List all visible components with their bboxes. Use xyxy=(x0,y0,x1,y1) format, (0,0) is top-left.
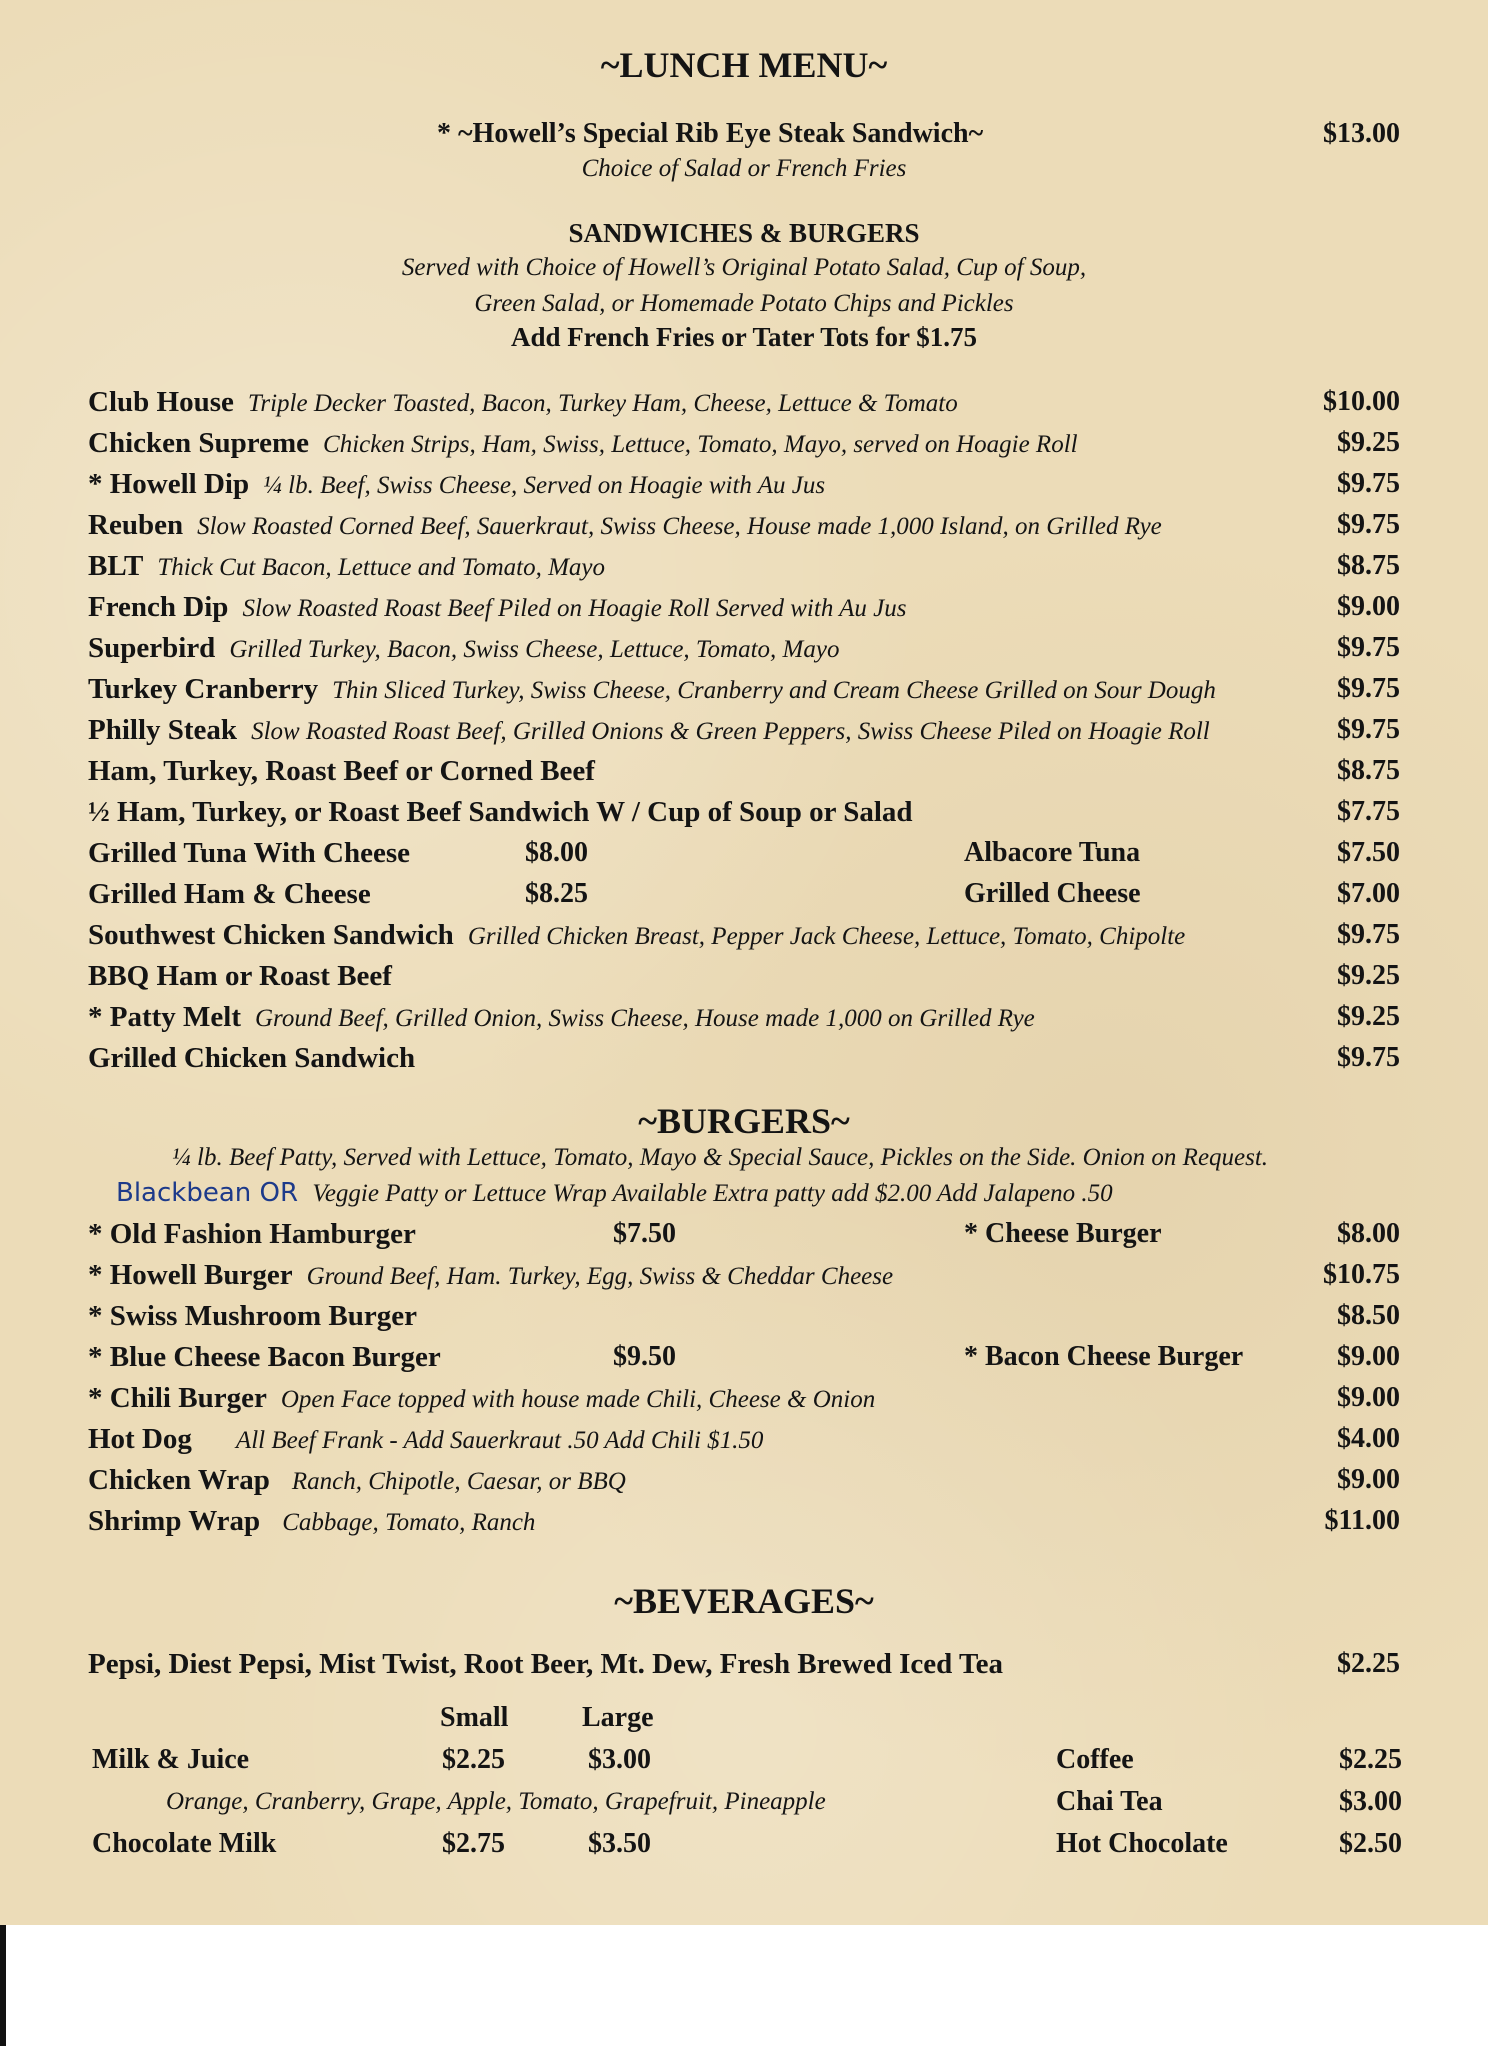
item-desc: Thick Cut Bacon, Lettuce and Tomato, Mayo xyxy=(157,554,606,581)
burgers-note-2: Veggie Patty or Lettuce Wrap Available Extra patty add $2.00 Add Jalapeno .50 xyxy=(312,1180,1113,1207)
item-name: * Swiss Mushroom Burger xyxy=(88,1300,417,1332)
burger-item xyxy=(88,1300,1400,1338)
menu-item xyxy=(88,714,1400,752)
item-price: $9.00 xyxy=(1337,591,1400,622)
item-desc: Slow Roasted Roast Beef Piled on Hoagie Roll Served with Au Jus xyxy=(242,595,907,622)
item-desc: Ground Beef, Ham. Turkey, Egg, Swiss & Cheddar Cheese xyxy=(306,1263,894,1290)
item-desc: Grilled Turkey, Bacon, Swiss Cheese, Lettuce, Tomato, Mayo xyxy=(229,636,840,663)
item-name: Grilled Chicken Sandwich xyxy=(88,1042,416,1074)
item-price: $9.25 xyxy=(1337,427,1400,458)
menu-item xyxy=(88,427,1400,465)
hot-chocolate-price: $2.50 xyxy=(1339,1828,1402,1859)
scan-edge xyxy=(0,1925,6,2046)
item-price: $8.75 xyxy=(1337,755,1400,786)
milk-juice-small: $2.25 xyxy=(442,1744,505,1775)
item-price: $9.00 xyxy=(1337,1382,1400,1413)
menu-item xyxy=(88,1042,1400,1080)
item-name: Turkey Cranberry xyxy=(88,673,319,705)
item-price: $9.75 xyxy=(1337,632,1400,663)
menu-item xyxy=(88,960,1400,998)
milk-juice-large: $3.00 xyxy=(588,1744,651,1775)
item-name: BLT xyxy=(88,550,144,582)
item-name: Club House xyxy=(88,386,234,418)
menu-item xyxy=(88,591,1400,629)
handwritten-note: Blackbean OR xyxy=(116,1178,299,1208)
item-name: Grilled Ham & Cheese xyxy=(88,878,371,910)
sodas-price: $2.25 xyxy=(1337,1648,1400,1679)
chai-price: $3.00 xyxy=(1339,1786,1402,1817)
item-name: Grilled Tuna With Cheese xyxy=(88,837,411,869)
coffee-name: Coffee xyxy=(1056,1744,1134,1775)
item-price: $10.75 xyxy=(1323,1259,1400,1290)
item-name-2: * Bacon Cheese Burger xyxy=(964,1341,1244,1372)
sodas-row xyxy=(88,1648,1400,1686)
item-price: $11.00 xyxy=(1324,1505,1400,1536)
item-desc: Grilled Chicken Breast, Pepper Jack Cheese, Lettuce, Tomato, Chipolte xyxy=(467,923,1186,950)
item-name: * Blue Cheese Bacon Burger xyxy=(88,1341,441,1373)
item-price: $9.75 xyxy=(1337,714,1400,745)
item-name: Hot Dog xyxy=(88,1423,192,1455)
item-name: Ham, Turkey, Roast Beef or Corned Beef xyxy=(88,755,595,787)
item-price: $8.75 xyxy=(1337,550,1400,581)
juice-note: Orange, Cranberry, Grape, Apple, Tomato, Grapefruit, Pineapple xyxy=(166,1788,826,1815)
milk-juice-name: Milk & Juice xyxy=(92,1744,250,1775)
large-label: Large xyxy=(582,1702,654,1733)
burger-item xyxy=(88,1218,1400,1256)
item-name-2: Albacore Tuna xyxy=(964,837,1141,868)
menu-item xyxy=(88,919,1400,957)
menu-item xyxy=(88,673,1400,711)
special-price: $13.00 xyxy=(1323,118,1400,149)
sandwiches-note-2: Green Salad, or Homemade Potato Chips and Pickles xyxy=(474,290,1014,317)
item-price: $9.25 xyxy=(1337,1001,1400,1032)
menu-item xyxy=(88,550,1400,588)
menu-item xyxy=(88,755,1400,793)
item-name: Philly Steak xyxy=(88,714,238,746)
menu-item xyxy=(88,468,1400,506)
item-price: $9.00 xyxy=(1337,1464,1400,1495)
item-desc: Open Face topped with house made Chili, Cheese & Onion xyxy=(280,1386,876,1413)
small-label: Small xyxy=(440,1702,509,1733)
menu-item xyxy=(88,1001,1400,1039)
hot-chocolate-name: Hot Chocolate xyxy=(1056,1828,1228,1859)
item-desc: Thin Sliced Turkey, Swiss Cheese, Cranberry and Cream Cheese Grilled on Sour Dough xyxy=(332,677,1216,704)
item-name: Superbird xyxy=(88,632,216,664)
menu-item-pair xyxy=(88,837,1400,875)
item-name: Southwest Chicken Sandwich xyxy=(88,919,454,951)
item-desc: Ranch, Chipotle, Caesar, or BBQ xyxy=(291,1468,626,1495)
item-name: * Chili Burger xyxy=(88,1382,267,1414)
coffee-price: $2.25 xyxy=(1339,1744,1402,1775)
menu-title: ~LUNCH MENU~ xyxy=(600,45,888,85)
item-name: * Patty Melt xyxy=(88,1001,241,1033)
item-price-2: $9.00 xyxy=(1337,1341,1400,1372)
chocolate-milk-small: $2.75 xyxy=(442,1828,505,1859)
item-name: * Howell Dip xyxy=(88,468,250,500)
item-desc: Cabbage, Tomato, Ranch xyxy=(282,1509,536,1536)
item-name-2: * Cheese Burger xyxy=(964,1218,1162,1249)
menu-item-pair xyxy=(88,878,1400,916)
item-price: $9.75 xyxy=(1337,509,1400,540)
burger-item xyxy=(88,1259,1400,1297)
menu-item xyxy=(88,386,1400,424)
chocolate-milk-name: Chocolate Milk xyxy=(92,1828,277,1859)
chocolate-milk-large: $3.50 xyxy=(588,1828,651,1859)
special-name: * ~Howell’s Special Rib Eye Steak Sandwich~ xyxy=(437,118,984,149)
item-price: $8.00 xyxy=(525,837,588,868)
burger-item xyxy=(88,1505,1400,1543)
sodas-list: Pepsi, Diest Pepsi, Mist Twist, Root Beer, Mt. Dew, Fresh Brewed Iced Tea xyxy=(88,1648,1004,1680)
menu-item xyxy=(88,632,1400,670)
item-price: $9.50 xyxy=(613,1341,676,1372)
chai-name: Chai Tea xyxy=(1056,1786,1163,1817)
item-desc: ¼ lb. Beef, Swiss Cheese, Served on Hoagie with Au Jus xyxy=(263,472,826,499)
item-name: * Howell Burger xyxy=(88,1259,293,1291)
item-price: $9.75 xyxy=(1337,673,1400,704)
item-price: $7.50 xyxy=(613,1218,676,1249)
beverages-heading: ~BEVERAGES~ xyxy=(614,1581,874,1621)
item-price: $9.25 xyxy=(1337,960,1400,991)
item-desc: Triple Decker Toasted, Bacon, Turkey Ham, Cheese, Lettuce & Tomato xyxy=(247,390,958,417)
item-name: French Dip xyxy=(88,591,229,623)
item-name: Reuben xyxy=(88,509,184,541)
item-price-2: $7.50 xyxy=(1337,837,1400,868)
sandwiches-addon: Add French Fries or Tater Tots for $1.75 xyxy=(510,322,978,352)
menu-item xyxy=(88,796,1400,834)
item-price: $9.75 xyxy=(1337,468,1400,499)
sandwiches-note-1: Served with Choice of Howell’s Original Potato Salad, Cup of Soup, xyxy=(401,254,1087,281)
item-price: $10.00 xyxy=(1323,386,1400,417)
item-name: ½ Ham, Turkey, or Roast Beef Sandwich W / Cup of Soup or Salad xyxy=(88,796,913,828)
item-price: $4.00 xyxy=(1337,1423,1400,1454)
sandwiches-heading: SANDWICHES & BURGERS xyxy=(568,218,920,248)
item-price-2: $8.00 xyxy=(1337,1218,1400,1249)
item-desc: Ground Beef, Grilled Onion, Swiss Cheese, House made 1,000 on Grilled Rye xyxy=(255,1005,1035,1032)
item-price: $7.75 xyxy=(1337,796,1400,827)
item-name: BBQ Ham or Roast Beef xyxy=(88,960,392,992)
item-desc: Slow Roasted Roast Beef, Grilled Onions & Green Peppers, Swiss Cheese Piled on Hoagie Roll xyxy=(251,718,1210,745)
burger-item xyxy=(88,1341,1400,1379)
burgers-note-1: ¼ lb. Beef Patty, Served with Lettuce, Tomato, Mayo & Special Sauce, Pickles on the Side. Onion on Request. xyxy=(172,1144,1269,1171)
item-price: $8.50 xyxy=(1337,1300,1400,1331)
item-desc: Chicken Strips, Ham, Swiss, Lettuce, Tomato, Mayo, served on Hoagie Roll xyxy=(323,431,1078,458)
item-name: Shrimp Wrap xyxy=(88,1505,261,1537)
item-price-2: $7.00 xyxy=(1337,878,1400,909)
burger-item xyxy=(88,1382,1400,1420)
item-desc: All Beef Frank - Add Sauerkraut .50 Add Chili $1.50 xyxy=(235,1427,764,1454)
burger-item xyxy=(88,1423,1400,1461)
item-price: $9.75 xyxy=(1337,919,1400,950)
item-price: $9.75 xyxy=(1337,1042,1400,1073)
burgers-heading: ~BURGERS~ xyxy=(638,1101,850,1141)
item-name-2: Grilled Cheese xyxy=(964,878,1141,909)
item-name: Chicken Wrap xyxy=(88,1464,270,1496)
item-price: $8.25 xyxy=(525,878,588,909)
item-desc: Slow Roasted Corned Beef, Sauerkraut, Swiss Cheese, House made 1,000 Island, on Grilled Rye xyxy=(197,513,1162,540)
burger-item xyxy=(88,1464,1400,1502)
special-note: Choice of Salad or French Fries xyxy=(581,155,907,182)
menu-item xyxy=(88,509,1400,547)
item-name: Chicken Supreme xyxy=(88,427,310,459)
item-name: * Old Fashion Hamburger xyxy=(88,1218,416,1250)
